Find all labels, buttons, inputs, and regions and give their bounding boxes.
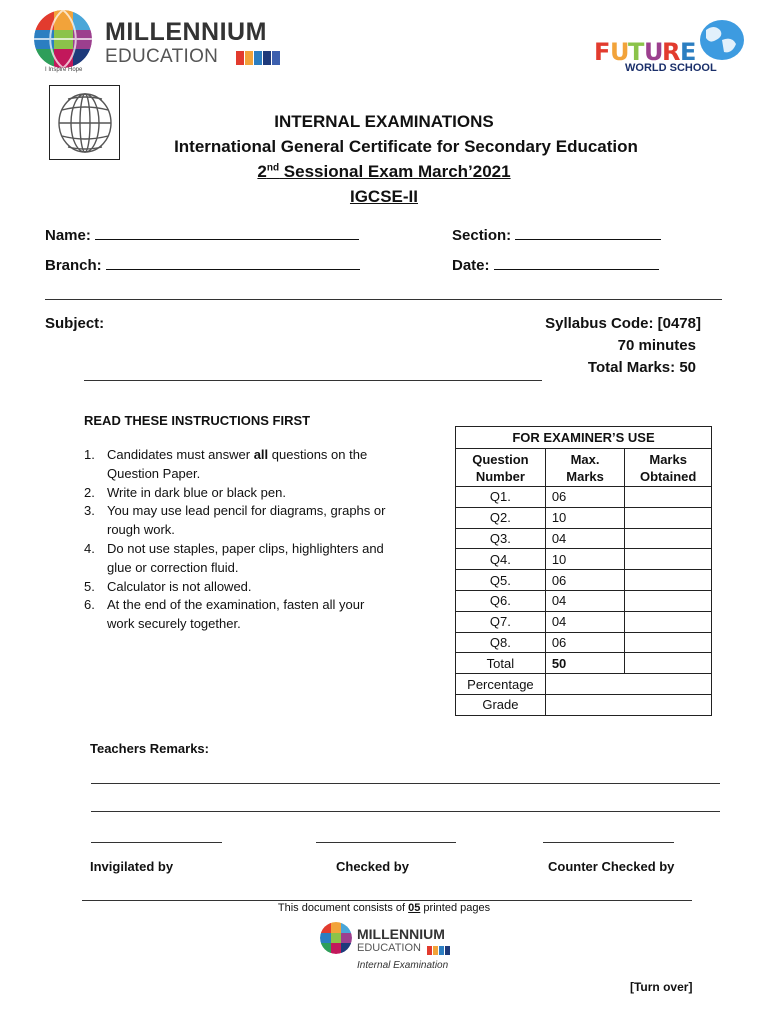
marks-obtained-cell[interactable] bbox=[625, 549, 712, 570]
marks-obtained-cell[interactable] bbox=[625, 487, 712, 508]
table-row: Q2. 10 bbox=[456, 507, 712, 528]
marks-obtained-cell[interactable] bbox=[625, 632, 712, 653]
name-field[interactable] bbox=[45, 226, 359, 244]
examiner-table bbox=[455, 426, 712, 716]
turn-over-note: [Turn over] bbox=[630, 980, 693, 994]
millennium-logo-icon bbox=[320, 922, 352, 954]
brand-color-square bbox=[272, 51, 280, 65]
table-row: Q6. 04 bbox=[456, 590, 712, 611]
duration: 70 minutes bbox=[617, 337, 696, 354]
table-row: Q3. 04 bbox=[456, 528, 712, 549]
branch-field[interactable] bbox=[45, 256, 360, 274]
exam-heading: INTERNAL EXAMINATIONS bbox=[274, 112, 494, 131]
footer-brand-subtitle: EDUCATION bbox=[357, 942, 421, 954]
marks-obtained-cell[interactable] bbox=[625, 590, 712, 611]
total-obtained-cell[interactable] bbox=[625, 653, 712, 674]
brand-color-square bbox=[245, 51, 253, 65]
brand-color-square bbox=[433, 946, 438, 955]
remarks-line[interactable] bbox=[91, 811, 720, 812]
teachers-remarks-label: Teachers Remarks: bbox=[90, 741, 209, 756]
instructions-list bbox=[84, 446, 394, 634]
exam-level: IGCSE-II bbox=[349, 187, 418, 206]
footer-internal-examination: Internal Examination bbox=[357, 960, 449, 971]
subject-label: Subject: bbox=[45, 315, 105, 332]
counter-checker-signature-line[interactable] bbox=[543, 842, 674, 843]
instruction-item: 5. Calculator is not allowed. bbox=[84, 578, 252, 594]
grade-row: Grade bbox=[456, 694, 712, 715]
percentage-row: Percentage bbox=[456, 674, 712, 695]
grade-cell[interactable] bbox=[545, 694, 711, 715]
section-label: Section: bbox=[452, 227, 512, 244]
tagline: I Inspire Hope bbox=[45, 67, 83, 73]
total-row: Total 50 bbox=[456, 653, 712, 674]
marks-obtained-cell[interactable] bbox=[625, 570, 712, 591]
checked-by-label: Checked by bbox=[336, 859, 409, 874]
table-row: Q8. 06 bbox=[456, 632, 712, 653]
checker-signature-line[interactable] bbox=[316, 842, 456, 843]
instruction-item: 3. You may use lead pencil for diagrams, graphs or rough work. bbox=[84, 503, 386, 538]
syllabus-code: Syllabus Code: [0478] bbox=[545, 315, 701, 332]
date-label: Date: bbox=[452, 257, 490, 274]
footer-brand-title: MILLENNIUM bbox=[357, 926, 445, 942]
table-row: Q5. 06 bbox=[456, 570, 712, 591]
total-marks: Total Marks: 50 bbox=[587, 359, 696, 376]
column-header-question: Question Number bbox=[456, 449, 546, 487]
column-header-marks-obtained: Marks Obtained bbox=[625, 449, 712, 487]
world-school-label: WORLD SCHOOL bbox=[625, 62, 717, 74]
page-count-note: This document consists of 05 printed pages bbox=[277, 902, 491, 914]
table-row: Q4. 10 bbox=[456, 549, 712, 570]
brand-color-square bbox=[427, 946, 432, 955]
footer-divider bbox=[82, 900, 692, 901]
brand-color-square bbox=[263, 51, 271, 65]
instruction-item: 1. Candidates must answer all questions on the Question Paper. bbox=[84, 447, 368, 481]
percentage-cell[interactable] bbox=[545, 674, 711, 695]
branch-label: Branch: bbox=[45, 257, 102, 274]
brand-color-square bbox=[236, 51, 244, 65]
table-row: Q7. 04 bbox=[456, 611, 712, 632]
brand-title: MILLENNIUM bbox=[105, 18, 267, 46]
invigilated-by-label: Invigilated by bbox=[90, 859, 174, 874]
marks-obtained-cell[interactable] bbox=[625, 611, 712, 632]
marks-obtained-cell[interactable] bbox=[625, 528, 712, 549]
instruction-item: 6. At the end of the examination, fasten all your work securely together. bbox=[84, 597, 365, 632]
future-world-school-logo: F U T U R E bbox=[594, 16, 746, 76]
brand-color-square bbox=[445, 946, 450, 955]
name-label: Name: bbox=[45, 227, 91, 244]
examiner-table-title: FOR EXAMINER’S USE bbox=[456, 427, 712, 449]
millennium-logo-icon bbox=[34, 10, 92, 68]
remarks-line[interactable] bbox=[91, 783, 720, 784]
section-field[interactable] bbox=[452, 226, 661, 244]
instruction-item: 2. Write in dark blue or black pen. bbox=[84, 484, 286, 500]
counter-checked-by-label: Counter Checked by bbox=[548, 859, 675, 874]
brand-color-square bbox=[439, 946, 444, 955]
table-row: Q1. 06 bbox=[456, 487, 712, 508]
divider bbox=[45, 299, 722, 300]
instructions-title: READ THESE INSTRUCTIONS FIRST bbox=[84, 413, 311, 428]
invigilator-signature-line[interactable] bbox=[91, 842, 222, 843]
instruction-item: 4. Do not use staples, paper clips, highlighters and glue or correction fluid. bbox=[84, 540, 384, 575]
brand-subtitle: EDUCATION bbox=[105, 46, 219, 67]
exam-session: 2nd Sessional Exam March’2021 bbox=[257, 162, 511, 181]
brand-color-square bbox=[254, 51, 262, 65]
marks-obtained-cell[interactable] bbox=[625, 507, 712, 528]
column-header-max-marks: Max. Marks bbox=[545, 449, 624, 487]
date-field[interactable] bbox=[452, 256, 659, 274]
exam-qualification: International General Certificate for Secondary Education bbox=[174, 137, 638, 156]
divider bbox=[84, 380, 542, 381]
